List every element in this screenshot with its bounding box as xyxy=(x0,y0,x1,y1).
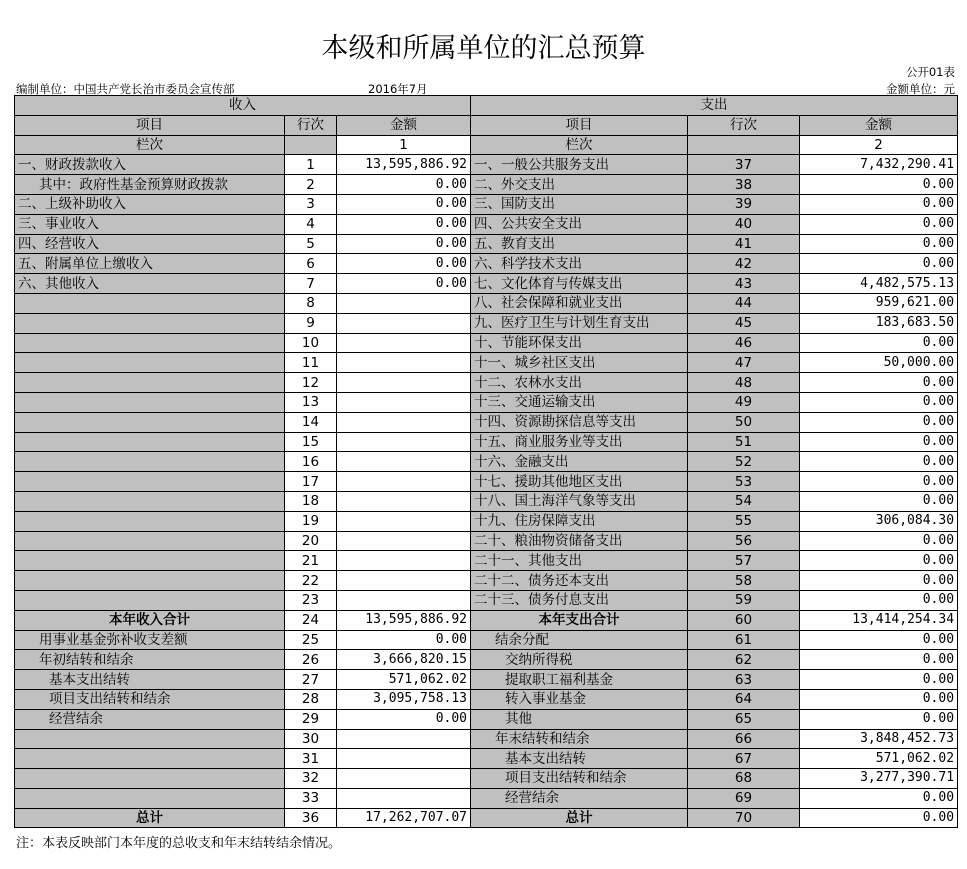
expense-item: 五、教育支出 xyxy=(471,234,688,254)
expense-amount: 0.00 xyxy=(800,392,958,412)
expense-item-header: 项目 xyxy=(471,115,688,135)
income-line: 25 xyxy=(285,630,337,650)
expense-amount: 0.00 xyxy=(800,531,958,551)
income-line: 27 xyxy=(285,670,337,690)
income-amount: 0.00 xyxy=(337,214,471,234)
expense-item: 总计 xyxy=(471,808,688,828)
expense-amount: 0.00 xyxy=(800,254,958,274)
expense-item: 一、一般公共服务支出 xyxy=(471,155,688,175)
expense-line: 70 xyxy=(688,808,800,828)
income-line: 19 xyxy=(285,511,337,531)
table-row xyxy=(15,511,958,531)
expense-amount: 0.00 xyxy=(800,590,958,610)
income-amount xyxy=(337,373,471,393)
income-line: 36 xyxy=(285,808,337,828)
expense-item: 七、文化体育与传媒支出 xyxy=(471,274,688,294)
expense-amount: 0.00 xyxy=(800,333,958,353)
income-item xyxy=(15,551,285,571)
income-item xyxy=(15,729,285,749)
income-amount xyxy=(337,729,471,749)
income-item xyxy=(15,590,285,610)
income-line: 26 xyxy=(285,650,337,670)
expense-amount: 13,414,254.34 xyxy=(800,610,958,630)
income-line: 2 xyxy=(285,175,337,195)
expense-amount: 0.00 xyxy=(800,650,958,670)
income-line: 23 xyxy=(285,590,337,610)
expense-line: 63 xyxy=(688,670,800,690)
income-line: 7 xyxy=(285,274,337,294)
income-item: 三、事业收入 xyxy=(15,214,285,234)
expense-line-blank xyxy=(688,135,800,155)
income-item xyxy=(15,472,285,492)
expense-item: 二十二、债务还本支出 xyxy=(471,571,688,591)
expense-item: 十九、住房保障支出 xyxy=(471,511,688,531)
expense-amount: 571,062.02 xyxy=(800,749,958,769)
expense-header: 支出 xyxy=(471,96,958,116)
expense-amount: 0.00 xyxy=(800,472,958,492)
income-line: 31 xyxy=(285,749,337,769)
income-item: 项目支出结转和结余 xyxy=(15,689,285,709)
expense-line: 48 xyxy=(688,373,800,393)
income-amount xyxy=(337,472,471,492)
expense-item: 二十、粮油物资储备支出 xyxy=(471,531,688,551)
table-row xyxy=(15,590,958,610)
table-row xyxy=(15,491,958,511)
expense-line: 61 xyxy=(688,630,800,650)
income-item: 经营结余 xyxy=(15,709,285,729)
table-row xyxy=(15,432,958,452)
table-row xyxy=(15,472,958,492)
expense-line: 45 xyxy=(688,313,800,333)
expense-line: 49 xyxy=(688,392,800,412)
income-amount xyxy=(337,333,471,353)
expense-amount: 0.00 xyxy=(800,788,958,808)
income-amount xyxy=(337,531,471,551)
income-item xyxy=(15,452,285,472)
income-line: 3 xyxy=(285,194,337,214)
table-row xyxy=(15,531,958,551)
expense-amount: 0.00 xyxy=(800,551,958,571)
expense-line: 53 xyxy=(688,472,800,492)
expense-line: 39 xyxy=(688,194,800,214)
income-amount xyxy=(337,452,471,472)
income-amount: 17,262,707.07 xyxy=(337,808,471,828)
expense-line: 65 xyxy=(688,709,800,729)
form-code: 公开01表 xyxy=(905,65,955,79)
income-amount xyxy=(337,551,471,571)
income-item: 本年收入合计 xyxy=(15,610,285,630)
table-row xyxy=(15,175,958,195)
expense-line: 38 xyxy=(688,175,800,195)
table-row xyxy=(15,353,958,373)
income-line-header: 行次 xyxy=(285,115,337,135)
income-item: 六、其他收入 xyxy=(15,274,285,294)
page-title: 本级和所属单位的汇总预算 xyxy=(321,33,646,64)
income-amount: 0.00 xyxy=(337,194,471,214)
table-row xyxy=(15,788,958,808)
income-item: 年初结转和结余 xyxy=(15,650,285,670)
column-index-row xyxy=(15,135,958,155)
expense-item: 八、社会保障和就业支出 xyxy=(471,293,688,313)
expense-line: 46 xyxy=(688,333,800,353)
income-amount xyxy=(337,392,471,412)
expense-line: 40 xyxy=(688,214,800,234)
expense-line: 42 xyxy=(688,254,800,274)
expense-item: 十八、国土海洋气象等支出 xyxy=(471,491,688,511)
table-row xyxy=(15,333,958,353)
expense-amount: 0.00 xyxy=(800,373,958,393)
expense-amount: 4,482,575.13 xyxy=(800,274,958,294)
income-line: 8 xyxy=(285,293,337,313)
expense-item: 十七、援助其他地区支出 xyxy=(471,472,688,492)
expense-column-number: 2 xyxy=(800,135,958,155)
income-line: 11 xyxy=(285,353,337,373)
expense-item: 十五、商业服务业等支出 xyxy=(471,432,688,452)
expense-amount: 0.00 xyxy=(800,194,958,214)
table-row xyxy=(15,274,958,294)
income-item xyxy=(15,293,285,313)
table-row xyxy=(15,571,958,591)
table-row xyxy=(15,769,958,789)
expense-item: 十一、城乡社区支出 xyxy=(471,353,688,373)
income-amount-header: 金额 xyxy=(337,115,471,135)
expense-amount: 0.00 xyxy=(800,412,958,432)
income-item: 二、上级补助收入 xyxy=(15,194,285,214)
income-line: 22 xyxy=(285,571,337,591)
expense-line-header: 行次 xyxy=(688,115,800,135)
expense-line: 50 xyxy=(688,412,800,432)
expense-item: 结余分配 xyxy=(471,630,688,650)
income-amount: 13,595,886.92 xyxy=(337,610,471,630)
income-item: 用事业基金弥补收支差额 xyxy=(15,630,285,650)
table-row xyxy=(15,709,958,729)
income-amount xyxy=(337,590,471,610)
income-item xyxy=(15,788,285,808)
expense-line: 57 xyxy=(688,551,800,571)
expense-amount: 0.00 xyxy=(800,630,958,650)
expense-item: 基本支出结转 xyxy=(471,749,688,769)
income-line-blank xyxy=(285,135,337,155)
table-row xyxy=(15,214,958,234)
income-item: 五、附属单位上缴收入 xyxy=(15,254,285,274)
income-item xyxy=(15,531,285,551)
expense-amount: 0.00 xyxy=(800,808,958,828)
income-line: 6 xyxy=(285,254,337,274)
section-header-row xyxy=(15,96,958,116)
income-line: 4 xyxy=(285,214,337,234)
expense-amount: 0.00 xyxy=(800,571,958,591)
income-amount: 0.00 xyxy=(337,274,471,294)
income-amount xyxy=(337,749,471,769)
budget-table xyxy=(14,95,958,828)
income-item xyxy=(15,313,285,333)
income-amount xyxy=(337,511,471,531)
expense-line: 56 xyxy=(688,531,800,551)
expense-line: 44 xyxy=(688,293,800,313)
expense-amount: 0.00 xyxy=(800,234,958,254)
expense-item: 十四、资源勘探信息等支出 xyxy=(471,412,688,432)
income-line: 33 xyxy=(285,788,337,808)
expense-item: 转入事业基金 xyxy=(471,689,688,709)
expense-line: 68 xyxy=(688,769,800,789)
expense-item: 四、公共安全支出 xyxy=(471,214,688,234)
expense-amount: 0.00 xyxy=(800,175,958,195)
expense-amount: 3,277,390.71 xyxy=(800,769,958,789)
income-item xyxy=(15,491,285,511)
expense-item: 三、国防支出 xyxy=(471,194,688,214)
income-item xyxy=(15,373,285,393)
income-amount xyxy=(337,293,471,313)
income-line: 5 xyxy=(285,234,337,254)
income-line: 30 xyxy=(285,729,337,749)
expense-line: 66 xyxy=(688,729,800,749)
income-header: 收入 xyxy=(15,96,471,116)
expense-line: 60 xyxy=(688,610,800,630)
table-row xyxy=(15,749,958,769)
income-line: 18 xyxy=(285,491,337,511)
expense-item: 十二、农林水支出 xyxy=(471,373,688,393)
income-item-header: 项目 xyxy=(15,115,285,135)
footnote: 注：本表反映部门本年度的总收支和年末结转结余情况。 xyxy=(16,836,342,851)
income-line: 17 xyxy=(285,472,337,492)
table-row xyxy=(15,194,958,214)
income-amount xyxy=(337,769,471,789)
expense-amount: 0.00 xyxy=(800,709,958,729)
income-amount: 0.00 xyxy=(337,630,471,650)
table-row xyxy=(15,155,958,175)
expense-amount: 0.00 xyxy=(800,491,958,511)
income-item xyxy=(15,392,285,412)
expense-amount: 959,621.00 xyxy=(800,293,958,313)
expense-line: 47 xyxy=(688,353,800,373)
expense-item: 交纳所得税 xyxy=(471,650,688,670)
expense-line: 55 xyxy=(688,511,800,531)
table-row xyxy=(15,689,958,709)
column-header-row xyxy=(15,115,958,135)
income-line: 24 xyxy=(285,610,337,630)
expense-item: 本年支出合计 xyxy=(471,610,688,630)
table-row xyxy=(15,630,958,650)
expense-amount: 0.00 xyxy=(800,452,958,472)
expense-item: 二十三、债务付息支出 xyxy=(471,590,688,610)
expense-item: 九、医疗卫生与计划生育支出 xyxy=(471,313,688,333)
table-row xyxy=(15,293,958,313)
budget-table-body xyxy=(15,96,958,828)
table-row xyxy=(15,650,958,670)
income-amount: 0.00 xyxy=(337,175,471,195)
table-row xyxy=(15,452,958,472)
income-line: 9 xyxy=(285,313,337,333)
income-amount: 0.00 xyxy=(337,234,471,254)
income-line: 14 xyxy=(285,412,337,432)
income-line: 29 xyxy=(285,709,337,729)
table-row xyxy=(15,729,958,749)
expense-line: 59 xyxy=(688,590,800,610)
income-item xyxy=(15,333,285,353)
income-amount: 0.00 xyxy=(337,709,471,729)
expense-line: 67 xyxy=(688,749,800,769)
expense-line: 52 xyxy=(688,452,800,472)
expense-line: 58 xyxy=(688,571,800,591)
income-line: 32 xyxy=(285,769,337,789)
income-item: 基本支出结转 xyxy=(15,670,285,690)
expense-item: 经营结余 xyxy=(471,788,688,808)
income-line: 10 xyxy=(285,333,337,353)
table-row xyxy=(15,808,958,828)
income-amount xyxy=(337,412,471,432)
income-line: 20 xyxy=(285,531,337,551)
expense-item: 项目支出结转和结余 xyxy=(471,769,688,789)
expense-line: 41 xyxy=(688,234,800,254)
expense-item: 年末结转和结余 xyxy=(471,729,688,749)
table-row xyxy=(15,670,958,690)
expense-amount: 0.00 xyxy=(800,432,958,452)
table-row xyxy=(15,234,958,254)
expense-amount: 0.00 xyxy=(800,689,958,709)
expense-item: 十、节能环保支出 xyxy=(471,333,688,353)
income-item xyxy=(15,353,285,373)
income-amount: 3,095,758.13 xyxy=(337,689,471,709)
income-line: 15 xyxy=(285,432,337,452)
income-amount: 0.00 xyxy=(337,254,471,274)
income-item xyxy=(15,432,285,452)
income-line: 13 xyxy=(285,392,337,412)
income-item: 四、经营收入 xyxy=(15,234,285,254)
report-date: 2016年7月 xyxy=(368,82,428,96)
expense-line: 37 xyxy=(688,155,800,175)
table-row xyxy=(15,392,958,412)
income-amount xyxy=(337,432,471,452)
expense-column-label: 栏次 xyxy=(471,135,688,155)
table-row xyxy=(15,313,958,333)
expense-item: 二、外交支出 xyxy=(471,175,688,195)
expense-item: 其他 xyxy=(471,709,688,729)
table-row xyxy=(15,373,958,393)
unit-label: 编制单位：中国共产党长治市委员会宣传部 xyxy=(16,82,235,96)
income-column-label: 栏次 xyxy=(15,135,285,155)
expense-line: 43 xyxy=(688,274,800,294)
expense-line: 62 xyxy=(688,650,800,670)
income-amount: 13,595,886.92 xyxy=(337,155,471,175)
income-item xyxy=(15,571,285,591)
income-column-number: 1 xyxy=(337,135,471,155)
income-line: 12 xyxy=(285,373,337,393)
table-row xyxy=(15,610,958,630)
income-amount xyxy=(337,788,471,808)
expense-item: 十六、金融支出 xyxy=(471,452,688,472)
expense-line: 64 xyxy=(688,689,800,709)
income-amount xyxy=(337,571,471,591)
income-amount: 3,666,820.15 xyxy=(337,650,471,670)
expense-item: 十三、交通运输支出 xyxy=(471,392,688,412)
income-item xyxy=(15,511,285,531)
income-line: 1 xyxy=(285,155,337,175)
income-line: 28 xyxy=(285,689,337,709)
currency-label: 金额单位：元 xyxy=(886,82,955,96)
expense-line: 51 xyxy=(688,432,800,452)
income-amount xyxy=(337,313,471,333)
income-amount xyxy=(337,353,471,373)
expense-amount: 0.00 xyxy=(800,670,958,690)
expense-amount: 0.00 xyxy=(800,214,958,234)
income-item: 其中：政府性基金预算财政拨款 xyxy=(15,175,285,195)
expense-amount: 7,432,290.41 xyxy=(800,155,958,175)
expense-item: 二十一、其他支出 xyxy=(471,551,688,571)
expense-amount: 183,683.50 xyxy=(800,313,958,333)
income-item: 一、财政拨款收入 xyxy=(15,155,285,175)
income-line: 21 xyxy=(285,551,337,571)
expense-line: 69 xyxy=(688,788,800,808)
expense-amount: 306,084.30 xyxy=(800,511,958,531)
table-row xyxy=(15,551,958,571)
expense-amount: 3,848,452.73 xyxy=(800,729,958,749)
expense-line: 54 xyxy=(688,491,800,511)
expense-item: 提取职工福利基金 xyxy=(471,670,688,690)
expense-amount: 50,000.00 xyxy=(800,353,958,373)
table-row xyxy=(15,412,958,432)
income-item: 总计 xyxy=(15,808,285,828)
income-line: 16 xyxy=(285,452,337,472)
income-item xyxy=(15,769,285,789)
expense-item: 六、科学技术支出 xyxy=(471,254,688,274)
table-row xyxy=(15,254,958,274)
income-amount xyxy=(337,491,471,511)
income-item xyxy=(15,412,285,432)
income-amount: 571,062.02 xyxy=(337,670,471,690)
expense-amount-header: 金额 xyxy=(800,115,958,135)
income-item xyxy=(15,749,285,769)
